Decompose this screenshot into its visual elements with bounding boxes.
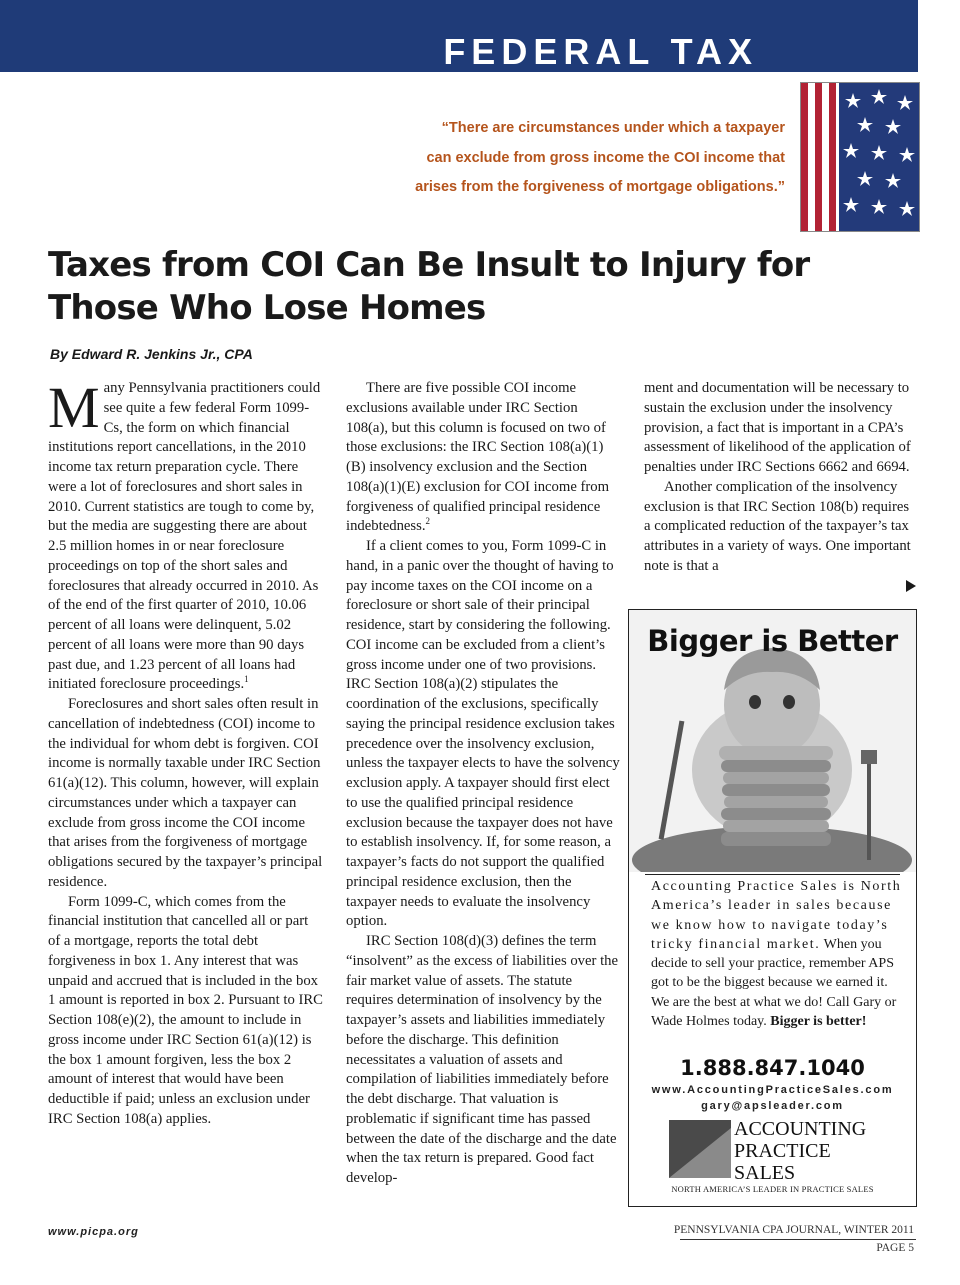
ad-title: Bigger is Better	[647, 624, 898, 658]
ad-body	[651, 877, 903, 1031]
footnote-marker: 1	[244, 674, 249, 685]
ad-body-text: When you decide to sell your practice, remember APS got to be the biggest because we earned it. We are the best at what we do! Call Gary or Wade Holmes today.	[651, 936, 897, 1030]
paragraph: ment and documentation will be necessary to sustain the exclusion under the insolvency provision, a fact that is important in a CPA’s assessment of likelihood of the application of penalties under IRC Sections 6662 and 6694.	[644, 380, 911, 475]
advertisement	[628, 609, 917, 1207]
aps-logo-text	[734, 1118, 904, 1184]
footer-divider	[680, 1239, 916, 1240]
paragraph-text: any Pennsylvania practitioners could see quite a few federal Form 1099-Cs, the form on which financial institutions report cancellations, in the 2010 income tax return preparation cycle. There were a lot of foreclosures and short sales in 2010. Current statistics are tough to come by, but the media are suggesting there are about 2.5 million homes in or near foreclosure proceedings on top of the short sales and foreclosures that already occurred in 2010. As of the end of the first quarter of 2010, 10.06 percent of all loans were delinquent, 5.02 percent of all loans were more than 90 days past due, and 1.23 percent of all loans had initiated foreclosure proceedings.	[48, 380, 321, 693]
logo-line: SALES	[734, 1162, 796, 1184]
headline-line: Taxes from COI Can Be Insult to Injury for	[48, 245, 810, 285]
byline: By Edward R. Jenkins Jr., CPA	[50, 346, 253, 362]
paragraph: If a client comes to you, Form 1099-C in hand, in a panic over the thought of having to pay income taxes on the COI income on a foreclosure or short sale of their principal residence, start by considering the following. COI income can be excluded from a client’s gross income under one of two provisions. IRC Section 108(a)(2) stipulates the coordination of the exclusions, specifically saying the principal residence exclusion takes precedence over the insolvency exclusion, unless the taxpayer elects to have the solvency exclusion apply. A taxpayer should first elect to use the qualified principal residence exclusion because the taxpayer does not have to establish insolvency. If, for some reason, a taxpayer’s facts do not support the qualified principal residence exclusion, then the taxpayer needs to evaluate the insolvency option.	[346, 538, 620, 930]
ad-website: www.AccountingPracticeSales.com	[651, 1084, 894, 1096]
ad-email: gary@apsleader.com	[701, 1100, 844, 1112]
paragraph: Foreclosures and short sales often result in cancellation of indebtedness (COI) income to the individual for whom debt is forgiven. COI income is normally taxable under IRC Section 61(a)(12). This column, however, will explain circumstances under which a taxpayer can exclude from gross income the COI income that arises from the forgiveness of mortgage obligations secured by the taxpayer’s principal residence.	[48, 696, 323, 890]
logo-line: PRACTICE	[734, 1140, 831, 1162]
pull-quote	[380, 114, 785, 203]
continue-arrow-icon	[906, 580, 916, 592]
ad-phone: 1.888.847.1040	[680, 1056, 865, 1080]
pull-quote-line: “There are circumstances under which a taxpayer	[441, 120, 785, 136]
paragraph	[346, 379, 620, 537]
drop-cap: M	[48, 375, 100, 440]
divider	[645, 874, 900, 875]
page-number: PAGE 5	[876, 1242, 914, 1254]
pull-quote-line: can exclude from gross income the COI income that	[426, 149, 785, 166]
footer-journal: PENNSYLVANIA CPA JOURNAL, WINTER 2011	[673, 1224, 914, 1236]
paragraph: IRC Section 108(d)(3) defines the term “insolvent” as the excess of liabilities over the fair market value of assets. The statute requires determination of insolvency by the taxpayer’s assets and liabilities immediately before the discharge. This definition necessitates a valuation of assets and compilation of liabilities immediately before the debt discharge. That valuation is problematic if significant time has passed between the date of the discharge and the date when the tax return is prepared. Good fact develop-	[346, 933, 619, 1186]
paragraph	[48, 375, 323, 695]
paragraph: Form 1099-C, which comes from the financial institution that cancelled all or part of a mortgage, reports the total debt forgiveness in box 1. Any interest that was unpaid and accrued that is included in the box 1 amount is reported in box 2. Pursuant to IRC Section 108(e)(2), the amount to include in gross income under IRC Section 61(a)(12) is the box 1 amount forgiven, less the box 2 amount of interest that would have been deductible if paid; unless an exclusion under IRC Section 108(a) applies.	[48, 893, 323, 1127]
ad-body-emphasis: Bigger is better!	[770, 1014, 867, 1030]
paragraph: Another complication of the insolvency exclusion is that IRC Section 108(b) requires a complicated reduction of the taxpayer’s tax attributes in a variety of ways. One important note is that a	[644, 478, 911, 574]
footnote-marker: 2	[425, 516, 431, 527]
section-label: FEDERAL TAX	[443, 31, 758, 72]
ad-tagline: NORTH AMERICA’S LEADER IN PRACTICE SALES	[671, 1184, 874, 1194]
american-flag-image	[800, 82, 920, 232]
article-column-2	[346, 379, 620, 1189]
aps-logo-icon	[669, 1120, 731, 1178]
article-headline	[48, 244, 848, 330]
logo-line: ACCOUNTING	[734, 1118, 867, 1140]
pull-quote-line: arises from the forgiveness of mortgage obligations.”	[415, 179, 785, 195]
article-column-3	[644, 379, 916, 577]
footer-url: www.picpa.org	[48, 1226, 139, 1238]
paragraph-text: There are five possible COI income exclusions available under IRC Section 108(a), but this column is focused on two of those exclusions: the IRC Section 108(a)(1)(B) insolvency exclusion and the Section 108(a)(1)(E) exclusion for COI income from forgiveness of qualified principal residence indebtedness.	[346, 380, 610, 535]
section-banner	[0, 0, 918, 72]
headline-line: Those Who Lose Homes	[48, 288, 486, 328]
article-column-1	[48, 375, 323, 1130]
ad-body-text: Accounting Practice Sales is North America’s leader in sales because we know how to navigate today’s tricky financial market.	[651, 879, 902, 952]
